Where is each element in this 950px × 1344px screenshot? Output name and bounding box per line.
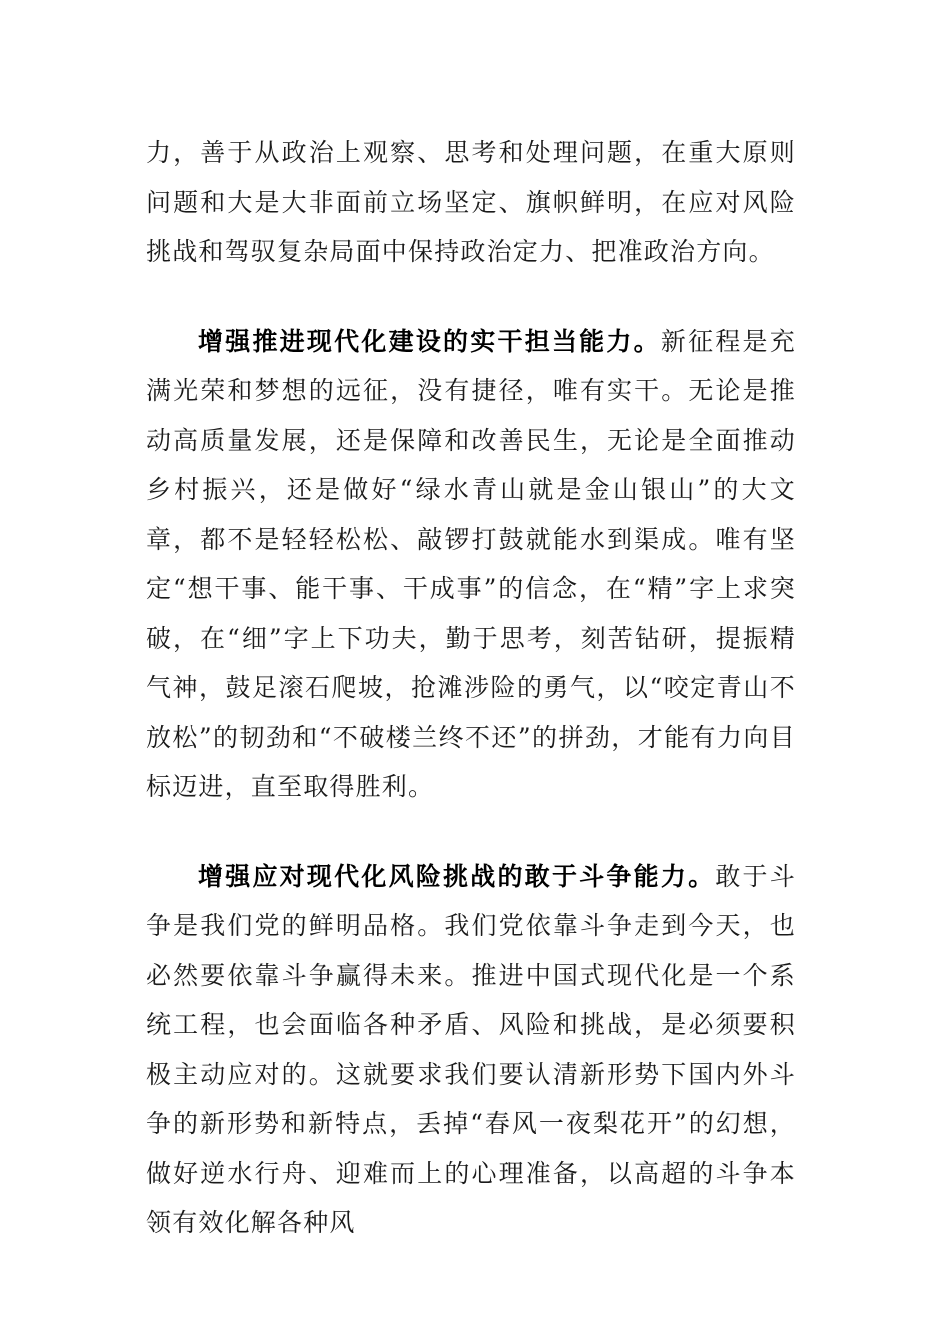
- paragraph-3-text: 敢于斗争是我们党的鲜明品格。我们党依靠斗争走到今天，也必然要依靠斗争赢得未来。推进中国式现代化是一个系统工程，也会面临各种矛盾、风险和挑战，是必须要积极主动应对的。这就要求我们要认清新形势下国内外斗争的新形势和新特点，丢掉“春风一夜梨花开”的幻想，做好逆水行舟、迎难而上的心理准备，以高超的斗争本领有效化解各种风: [146, 861, 796, 1237]
- paragraph-1-text: 力，善于从政治上观察、思考和处理问题，在重大原则问题和大是大非面前立场坚定、旗帜鲜明，在应对风险挑战和驾驭复杂局面中保持政治定力、把准政治方向。: [146, 138, 796, 266]
- paragraph-3-heading: 增强应对现代化风险挑战的敢于斗争能力。: [198, 861, 716, 891]
- paragraph-1: [146, 128, 796, 277]
- paragraph-2-heading: 增强推进现代化建设的实干担当能力。: [198, 326, 661, 356]
- paragraph-2-text: 新征程是充满光荣和梦想的远征，没有捷径，唯有实干。无论是推动高质量发展，还是保障和改善民生，无论是全面推动乡村振兴，还是做好“绿水青山就是金山银山”的大文章，都不是轻轻松松、敲锣打鼓就能水到渠成。唯有坚定“想干事、能干事、干成事”的信念，在“精”字上求突破，在“细”字上下功夫，勤于思考，刻苦钻研，提振精气神，鼓足滚石爬坡，抢滩涉险的勇气，以“咬定青山不放松”的韧劲和“不破楼兰终不还”的拼劲，才能有力向目标迈进，直至取得胜利。: [146, 326, 796, 801]
- paragraph-3: [146, 852, 796, 1248]
- paragraph-2: [146, 317, 796, 812]
- document-body: [146, 128, 796, 1248]
